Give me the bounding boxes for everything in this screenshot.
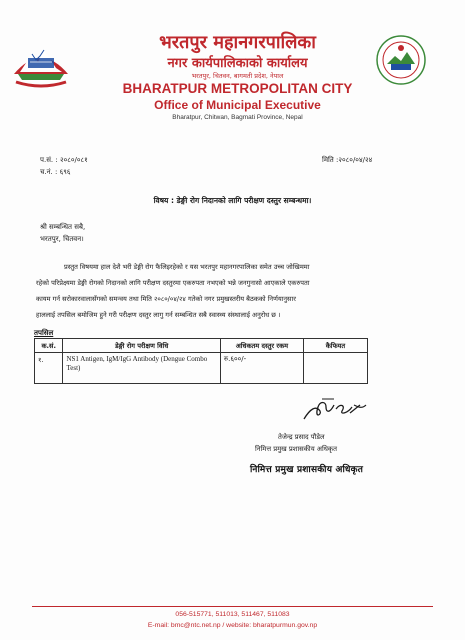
body-line: रहेको परिप्रेक्ष्यमा डेङ्गी रोगको निदानको लागि परीक्षण दस्तुरमा एकरुपता नभएको भन्ने जनगुनासो आएकाले एकरुपता	[36, 279, 310, 287]
cell-fee: रु.६००/-	[220, 353, 303, 384]
office-name-np: नगर कार्यपालिकाको कार्यालय	[167, 56, 308, 71]
table-row	[35, 353, 368, 384]
official-stamp: निमित्त प्रमुख प्रशासकीय अधिकृत	[250, 465, 364, 475]
city-name-en: BHARATPUR METROPOLITAN CITY	[122, 81, 353, 96]
letter-subject: विषय : डेङ्गी रोग निदानको लागि परीक्षण दस्तुर सम्बन्धमा।	[153, 196, 312, 205]
city-seal-icon	[375, 34, 427, 86]
address-en: Bharatpur, Chitwan, Bagmati Province, Nepal	[172, 114, 303, 121]
reference-number: प.सं. : २०८०/०८१	[40, 156, 88, 164]
column-header-test: डेङ्गी रोग परीक्षण विधि	[63, 339, 220, 353]
tapasil-heading: तपसिल	[34, 329, 54, 337]
recipient-line-1: श्री सम्बन्धित सबै,	[40, 223, 86, 231]
signer-role: निमित्त प्रमुख प्रशासकीय अधिकृत	[255, 445, 338, 453]
signer-name: तेजेन्द्र प्रसाद पौडेल	[278, 433, 325, 441]
footer-phones: 056-515771, 511013, 511467, 511083	[175, 611, 290, 618]
signature-mark	[300, 395, 370, 425]
column-header-remarks: कैफियत	[303, 339, 367, 353]
footer-divider	[32, 606, 433, 607]
letter-date: मिति :२०८०/०४/२४	[322, 156, 373, 164]
address-np: भरतपुर, चितवन, बागमती प्रदेश, नेपाल	[191, 72, 284, 80]
city-name-np: भरतपुर महानगरपालिका	[159, 32, 316, 53]
fee-table	[34, 338, 368, 384]
dispatch-number: च.नं. : ६९६	[40, 168, 71, 176]
cell-test: NS1 Antigen, IgM/IgG Antibody (Dengue Combo Test)	[63, 353, 220, 384]
column-header-fee: अधिकतम दस्तुर रकम	[220, 339, 303, 353]
table-header-row	[35, 339, 368, 353]
recipient-line-2: भरतपुर, चितवन।	[40, 235, 84, 243]
body-line: प्रस्तुत विषयमा हाल देशै भरी डेङ्गी रोग फैलिइरहेको र यस भरतपुर महानगरपालिका समेत उच्च जोखिममा	[64, 263, 310, 271]
body-line: हाललाई तपसिल बमोजिम हुने गरी परीक्षण दस्तुर लागु गर्न सम्बन्धित सबै स्वास्थ्य संस्थालाई अनुरोध छ ।	[36, 311, 281, 319]
column-header-sn: क.सं.	[35, 339, 63, 353]
cell-remarks	[303, 353, 367, 384]
footer-contact: E-mail: bmc@ntc.net.np / website: bharatpurmun.gov.np	[147, 622, 318, 629]
nepal-emblem-icon	[10, 34, 72, 88]
cell-sn: १.	[35, 353, 63, 384]
office-name-en: Office of Municipal Executive	[154, 98, 321, 112]
body-line: कायम गर्न सरोकारवालासँगको समन्वय तथा मिति २०८०/०४/२४ गतेको नगर प्रमुखस्तरीय बैठकको निर्णयानुसार	[36, 295, 296, 303]
